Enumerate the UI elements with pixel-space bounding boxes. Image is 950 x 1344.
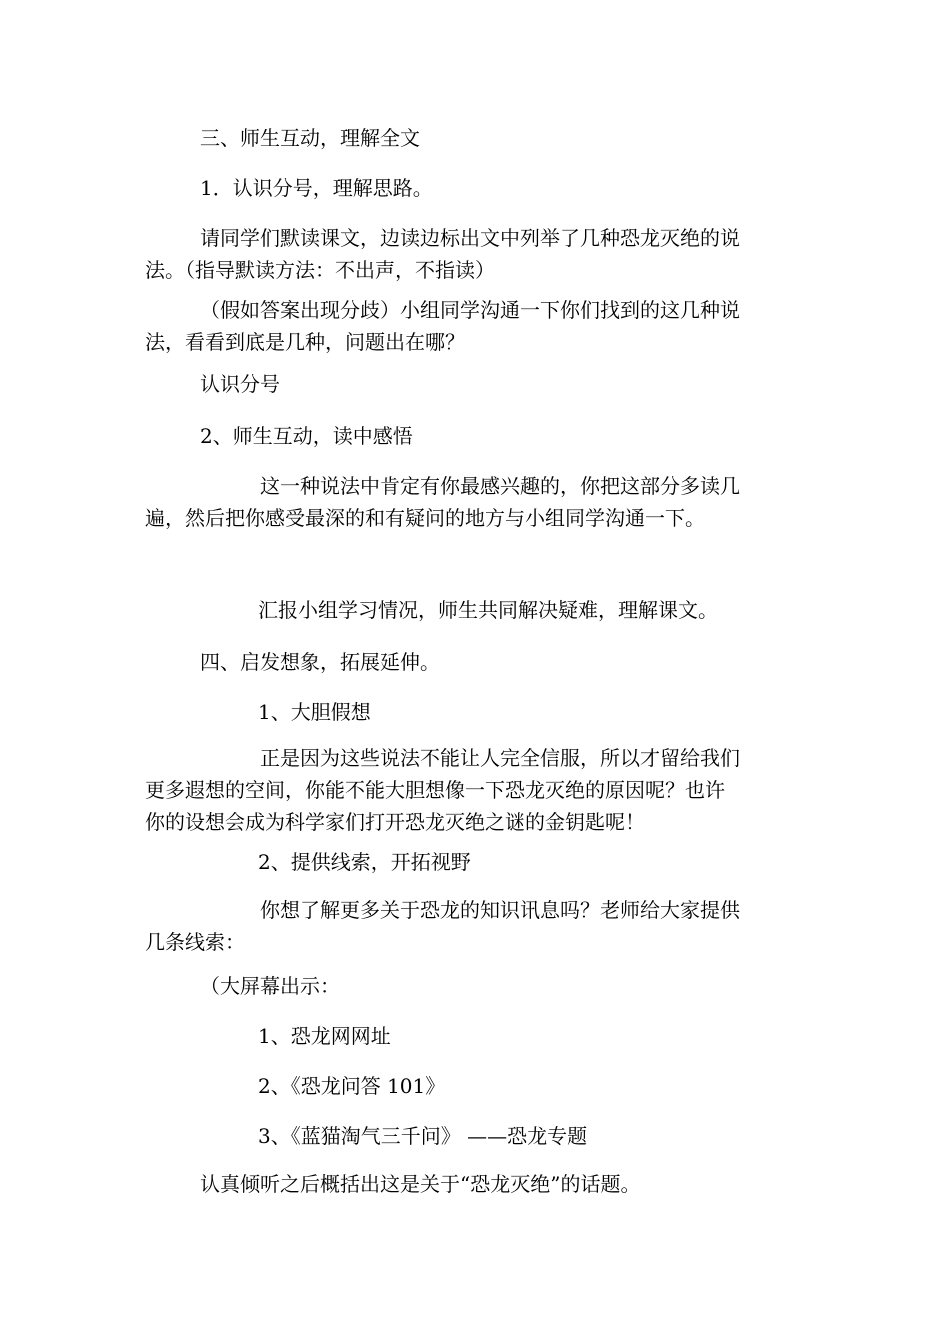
paragraph-imagination xyxy=(145,742,810,838)
subheading-bold-guess: 1、大胆假想 xyxy=(258,700,371,724)
section-heading-4: 四、启发想象，拓展延伸。 xyxy=(200,650,440,674)
paragraph-silent-reading xyxy=(145,222,810,286)
subheading-clues: 2、提供线索，开拓视野 xyxy=(258,850,471,874)
subheading-1: 1．认识分号，理解思路。 xyxy=(200,176,433,200)
paragraph-line: 你的设想会成为科学家们打开恐龙灭绝之谜的金钥匙呢！ xyxy=(145,810,645,834)
paragraph-line: （假如答案出现分歧）小组同学沟通一下你们找到的这几种说 xyxy=(200,298,740,322)
paragraph-line: 法。（指导默读方法：不出声，不指读） xyxy=(145,258,495,282)
list-item-1: 1、恐龙网网址 xyxy=(258,1024,391,1048)
paragraph-line: 这一种说法中肯定有你最感兴趣的，你把这部分多读几 xyxy=(260,474,740,498)
text-semicolon: 认识分号 xyxy=(200,372,280,396)
paragraph-line: 更多遐想的空间，你能不能大胆想像一下恐龙灭绝的原因呢？也许 xyxy=(145,778,725,802)
list-item-3: 3、《蓝猫淘气三千问》 ——恐龙专题 xyxy=(258,1124,588,1148)
paragraph-clues xyxy=(145,894,810,958)
paragraph-line: 遍，然后把你感受最深的和有疑问的地方与小组同学沟通一下。 xyxy=(145,506,705,530)
paragraph-line: 法，看看到底是几种，问题出在哪？ xyxy=(145,330,465,354)
list-item-2: 2、《恐龙问答 101》 xyxy=(258,1074,446,1098)
paragraph-line: 你想了解更多关于恐龙的知识讯息吗？老师给大家提供 xyxy=(260,898,740,922)
text-report: 汇报小组学习情况，师生共同解决疑难，理解课文。 xyxy=(258,598,718,622)
paragraph-line: 几条线索： xyxy=(145,930,245,954)
paragraph-line: 请同学们默读课文，边读边标出文中列举了几种恐龙灭绝的说 xyxy=(200,226,740,250)
text-screen-show: （大屏幕出示： xyxy=(200,974,340,998)
section-heading-3: 三、师生互动，理解全文 xyxy=(200,126,420,150)
text-summary: 认真倾听之后概括出这是关于“恐龙灭绝”的话题。 xyxy=(200,1172,641,1196)
paragraph-interest xyxy=(145,470,810,534)
paragraph-line: 正是因为这些说法不能让人完全信服，所以才留给我们 xyxy=(260,746,740,770)
paragraph-group-discussion xyxy=(145,294,810,358)
subheading-2: 2、师生互动，读中感悟 xyxy=(200,424,413,448)
